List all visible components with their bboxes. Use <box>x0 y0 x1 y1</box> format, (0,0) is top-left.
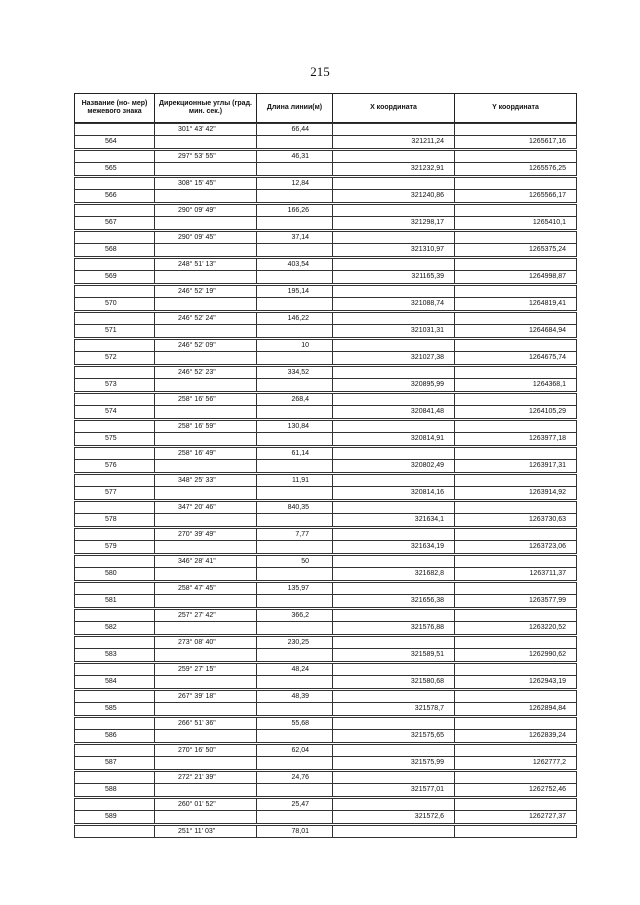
angle-cell-empty <box>154 568 257 581</box>
length-cell-empty <box>256 730 333 743</box>
y-cell-empty <box>454 204 577 217</box>
x-coordinate: 321578,7 <box>332 703 455 716</box>
mark-number: 587 <box>74 757 155 770</box>
length-cell: 37,14 <box>256 231 333 244</box>
y-coordinate: 1265375,24 <box>454 244 577 257</box>
angle-cell: 246° 52' 24" <box>154 312 257 325</box>
length-cell-empty <box>256 136 333 149</box>
length-cell: 166,26 <box>256 204 333 217</box>
x-cell-empty <box>332 150 455 163</box>
x-cell-empty <box>332 555 455 568</box>
y-coordinate: 1265410,1 <box>454 217 577 230</box>
mark-number: 588 <box>74 784 155 797</box>
table-row <box>74 609 577 636</box>
angle-cell-empty <box>154 541 257 554</box>
mark-number: 586 <box>74 730 155 743</box>
length-cell: 11,91 <box>256 474 333 487</box>
angle-cell-empty <box>154 757 257 770</box>
x-cell-empty <box>332 798 455 811</box>
table-row <box>74 474 577 501</box>
mark-cell-empty <box>74 717 155 730</box>
table-row <box>74 150 577 177</box>
angle-cell: 290° 09' 45" <box>154 231 257 244</box>
table-row <box>74 663 577 690</box>
length-cell-empty <box>256 460 333 473</box>
length-cell-empty <box>256 244 333 257</box>
y-cell-empty <box>454 528 577 541</box>
y-coordinate: 1262727,37 <box>454 811 577 824</box>
y-coordinate: 1263723,06 <box>454 541 577 554</box>
angle-cell: 308° 15' 45" <box>154 177 257 190</box>
angle-cell-empty <box>154 730 257 743</box>
angle-cell: 290° 09' 49" <box>154 204 257 217</box>
length-cell-empty <box>256 487 333 500</box>
y-cell-empty <box>454 339 577 352</box>
x-coordinate: 321027,38 <box>332 352 455 365</box>
x-coordinate: 321575,99 <box>332 757 455 770</box>
mark-number: 584 <box>74 676 155 689</box>
y-coordinate: 1263577,99 <box>454 595 577 608</box>
mark-cell-empty <box>74 636 155 649</box>
length-cell-empty <box>256 163 333 176</box>
x-cell-empty <box>332 663 455 676</box>
mark-number: 572 <box>74 352 155 365</box>
y-cell-empty <box>454 231 577 244</box>
y-cell-empty <box>454 393 577 406</box>
length-cell-empty <box>256 676 333 689</box>
y-coordinate: 1265566,17 <box>454 190 577 203</box>
mark-number: 581 <box>74 595 155 608</box>
length-cell-empty <box>256 190 333 203</box>
angle-cell: 246° 52' 23" <box>154 366 257 379</box>
angle-cell-empty <box>154 703 257 716</box>
x-coordinate: 320802,49 <box>332 460 455 473</box>
table-row <box>74 204 577 231</box>
mark-number: 589 <box>74 811 155 824</box>
y-coordinate: 1264819,41 <box>454 298 577 311</box>
angle-cell: 258° 16' 56" <box>154 393 257 406</box>
mark-cell-empty <box>74 150 155 163</box>
x-cell-empty <box>332 204 455 217</box>
angle-cell: 267° 39' 18" <box>154 690 257 703</box>
table-row <box>74 123 577 150</box>
x-coordinate: 321165,39 <box>332 271 455 284</box>
y-cell-empty <box>454 582 577 595</box>
mark-number: 566 <box>74 190 155 203</box>
angle-cell-empty <box>154 379 257 392</box>
length-cell: 268,4 <box>256 393 333 406</box>
length-cell: 7,77 <box>256 528 333 541</box>
y-coordinate: 1264105,29 <box>454 406 577 419</box>
y-cell-empty <box>454 420 577 433</box>
length-cell-empty <box>256 541 333 554</box>
x-coordinate: 321298,17 <box>332 217 455 230</box>
length-cell: 66,44 <box>256 123 333 136</box>
y-coordinate: 1263711,37 <box>454 568 577 581</box>
angle-cell-empty <box>154 217 257 230</box>
mark-number: 578 <box>74 514 155 527</box>
y-cell-empty <box>454 771 577 784</box>
angle-cell-empty <box>154 163 257 176</box>
length-cell: 24,76 <box>256 771 333 784</box>
mark-cell-empty <box>74 609 155 622</box>
y-coordinate: 1263917,31 <box>454 460 577 473</box>
x-coordinate: 321580,68 <box>332 676 455 689</box>
mark-number: 571 <box>74 325 155 338</box>
x-cell-empty <box>332 609 455 622</box>
mark-number: 580 <box>74 568 155 581</box>
angle-cell: 270° 16' 50" <box>154 744 257 757</box>
length-cell: 130,84 <box>256 420 333 433</box>
angle-cell: 297° 53' 55" <box>154 150 257 163</box>
mark-number: 582 <box>74 622 155 635</box>
mark-number: 570 <box>74 298 155 311</box>
length-cell-empty <box>256 406 333 419</box>
angle-cell: 260° 01' 52" <box>154 798 257 811</box>
mark-cell-empty <box>74 366 155 379</box>
y-coordinate: 1264684,94 <box>454 325 577 338</box>
x-cell-empty <box>332 771 455 784</box>
x-cell-empty <box>332 339 455 352</box>
table-row <box>74 501 577 528</box>
x-coordinate: 320814,16 <box>332 487 455 500</box>
x-cell-empty <box>332 636 455 649</box>
mark-cell-empty <box>74 258 155 271</box>
table-row <box>74 528 577 555</box>
y-coordinate: 1262839,24 <box>454 730 577 743</box>
length-cell-empty <box>256 433 333 446</box>
angle-cell-empty <box>154 514 257 527</box>
y-coordinate: 1262943,19 <box>454 676 577 689</box>
table-row <box>74 555 577 582</box>
mark-number: 573 <box>74 379 155 392</box>
angle-cell-empty <box>154 595 257 608</box>
length-cell: 334,52 <box>256 366 333 379</box>
angle-cell: 259° 27' 15" <box>154 663 257 676</box>
length-cell: 10 <box>256 339 333 352</box>
x-coordinate: 321572,6 <box>332 811 455 824</box>
angle-cell-empty <box>154 352 257 365</box>
y-coordinate: 1262990,62 <box>454 649 577 662</box>
table-row <box>74 177 577 204</box>
x-coordinate: 321576,88 <box>332 622 455 635</box>
x-cell-empty <box>332 231 455 244</box>
x-coordinate: 320814,91 <box>332 433 455 446</box>
mark-cell-empty <box>74 177 155 190</box>
x-cell-empty <box>332 285 455 298</box>
x-cell-empty <box>332 123 455 136</box>
x-coordinate: 321310,97 <box>332 244 455 257</box>
length-cell-empty <box>256 352 333 365</box>
mark-number: 577 <box>74 487 155 500</box>
mark-cell-empty <box>74 582 155 595</box>
length-cell: 50 <box>256 555 333 568</box>
mark-number: 575 <box>74 433 155 446</box>
y-coordinate: 1264675,74 <box>454 352 577 365</box>
angle-cell: 266° 51' 36" <box>154 717 257 730</box>
table-row <box>74 636 577 663</box>
angle-cell: 346° 28' 41" <box>154 555 257 568</box>
x-cell-empty <box>332 447 455 460</box>
angle-cell: 301° 43' 42" <box>154 123 257 136</box>
x-coordinate: 321682,8 <box>332 568 455 581</box>
length-cell: 403,54 <box>256 258 333 271</box>
length-cell: 146,22 <box>256 312 333 325</box>
y-coordinate: 1263977,18 <box>454 433 577 446</box>
mark-cell-empty <box>74 312 155 325</box>
mark-number: 576 <box>74 460 155 473</box>
mark-cell-empty <box>74 690 155 703</box>
table-row <box>74 771 577 798</box>
angle-cell-empty <box>154 676 257 689</box>
mark-cell-empty <box>74 528 155 541</box>
y-cell-empty <box>454 447 577 460</box>
angle-cell: 348° 25' 33" <box>154 474 257 487</box>
table-row <box>74 339 577 366</box>
length-cell-empty <box>256 649 333 662</box>
angle-cell: 248° 51' 13" <box>154 258 257 271</box>
x-cell-empty <box>332 366 455 379</box>
y-coordinate: 1263730,63 <box>454 514 577 527</box>
table-row <box>74 582 577 609</box>
x-cell-empty <box>332 744 455 757</box>
table-row <box>74 231 577 258</box>
length-cell-empty <box>256 784 333 797</box>
mark-cell-empty <box>74 744 155 757</box>
x-cell-empty <box>332 582 455 595</box>
length-cell-empty <box>256 811 333 824</box>
header-name: Название (но- мер) межевого знака <box>74 93 155 123</box>
length-cell-empty <box>256 271 333 284</box>
y-cell-empty <box>454 744 577 757</box>
angle-cell-empty <box>154 811 257 824</box>
length-cell: 135,97 <box>256 582 333 595</box>
length-cell: 230,25 <box>256 636 333 649</box>
y-cell-empty <box>454 366 577 379</box>
x-cell-empty <box>332 474 455 487</box>
angle-cell: 270° 39' 49" <box>154 528 257 541</box>
header-length: Длина линии(м) <box>256 93 333 123</box>
x-cell-empty <box>332 420 455 433</box>
table-row <box>74 744 577 771</box>
x-cell-empty <box>332 177 455 190</box>
y-cell-empty <box>454 501 577 514</box>
table-row <box>74 312 577 339</box>
x-coordinate: 321088,74 <box>332 298 455 311</box>
y-coordinate: 1265576,25 <box>454 163 577 176</box>
angle-cell-empty <box>154 190 257 203</box>
y-cell-empty <box>454 636 577 649</box>
y-coordinate: 1264368,1 <box>454 379 577 392</box>
length-cell: 840,35 <box>256 501 333 514</box>
length-cell: 61,14 <box>256 447 333 460</box>
mark-number: 574 <box>74 406 155 419</box>
y-cell-empty <box>454 825 577 838</box>
table-row <box>74 447 577 474</box>
y-cell-empty <box>454 690 577 703</box>
mark-cell-empty <box>74 420 155 433</box>
mark-cell-empty <box>74 474 155 487</box>
angle-cell-empty <box>154 433 257 446</box>
y-cell-empty <box>454 150 577 163</box>
x-cell-empty <box>332 528 455 541</box>
mark-cell-empty <box>74 123 155 136</box>
mark-cell-empty <box>74 663 155 676</box>
x-cell-empty <box>332 258 455 271</box>
angle-cell: 273° 08' 40" <box>154 636 257 649</box>
mark-number: 568 <box>74 244 155 257</box>
length-cell-empty <box>256 379 333 392</box>
angle-cell: 258° 16' 49" <box>154 447 257 460</box>
y-cell-empty <box>454 123 577 136</box>
y-cell-empty <box>454 609 577 622</box>
y-coordinate: 1263914,92 <box>454 487 577 500</box>
y-cell-empty <box>454 258 577 271</box>
mark-number: 585 <box>74 703 155 716</box>
y-cell-empty <box>454 555 577 568</box>
header-x: X координата <box>332 93 455 123</box>
angle-cell-empty <box>154 649 257 662</box>
length-cell: 62,04 <box>256 744 333 757</box>
y-coordinate: 1264998,87 <box>454 271 577 284</box>
length-cell-empty <box>256 325 333 338</box>
y-cell-empty <box>454 798 577 811</box>
length-cell-empty <box>256 568 333 581</box>
x-coordinate: 321575,65 <box>332 730 455 743</box>
x-coordinate: 321232,91 <box>332 163 455 176</box>
y-cell-empty <box>454 177 577 190</box>
y-cell-empty <box>454 474 577 487</box>
angle-cell-empty <box>154 298 257 311</box>
y-coordinate: 1262752,46 <box>454 784 577 797</box>
angle-cell: 246° 52' 19" <box>154 285 257 298</box>
angle-cell-empty <box>154 136 257 149</box>
y-coordinate: 1265617,16 <box>454 136 577 149</box>
header-angles: Дирекционные углы (град. мин. сек.) <box>154 93 257 123</box>
x-coordinate: 320895,99 <box>332 379 455 392</box>
y-cell-empty <box>454 312 577 325</box>
angle-cell-empty <box>154 244 257 257</box>
x-coordinate: 321031,31 <box>332 325 455 338</box>
mark-cell-empty <box>74 231 155 244</box>
table-row <box>74 690 577 717</box>
table-row <box>74 825 577 838</box>
mark-cell-empty <box>74 393 155 406</box>
mark-cell-empty <box>74 555 155 568</box>
mark-cell-empty <box>74 285 155 298</box>
angle-cell: 251° 11' 03" <box>154 825 257 838</box>
table-row <box>74 258 577 285</box>
angle-cell: 246° 52' 09" <box>154 339 257 352</box>
page-number: 215 <box>310 64 330 79</box>
x-coordinate: 320841,48 <box>332 406 455 419</box>
x-cell-empty <box>332 312 455 325</box>
table-row <box>74 717 577 744</box>
x-coordinate: 321589,51 <box>332 649 455 662</box>
length-cell-empty <box>256 298 333 311</box>
mark-cell-empty <box>74 204 155 217</box>
length-cell-empty <box>256 217 333 230</box>
length-cell-empty <box>256 595 333 608</box>
mark-number: 579 <box>74 541 155 554</box>
x-coordinate: 321577,01 <box>332 784 455 797</box>
table-row <box>74 393 577 420</box>
angle-cell: 272° 21' 39" <box>154 771 257 784</box>
angle-cell-empty <box>154 487 257 500</box>
y-coordinate: 1262777,2 <box>454 757 577 770</box>
y-cell-empty <box>454 663 577 676</box>
y-coordinate: 1262894,84 <box>454 703 577 716</box>
length-cell: 55,68 <box>256 717 333 730</box>
length-cell: 195,14 <box>256 285 333 298</box>
angle-cell-empty <box>154 622 257 635</box>
length-cell: 78,01 <box>256 825 333 838</box>
mark-cell-empty <box>74 825 155 838</box>
table-row <box>74 285 577 312</box>
x-cell-empty <box>332 825 455 838</box>
length-cell: 25,47 <box>256 798 333 811</box>
angle-cell-empty <box>154 406 257 419</box>
length-cell: 366,2 <box>256 609 333 622</box>
mark-number: 583 <box>74 649 155 662</box>
table-row <box>74 798 577 825</box>
header-y: Y координата <box>454 93 577 123</box>
angle-cell: 347° 20' 46" <box>154 501 257 514</box>
angle-cell-empty <box>154 784 257 797</box>
x-cell-empty <box>332 393 455 406</box>
angle-cell-empty <box>154 271 257 284</box>
angle-cell: 258° 47' 45" <box>154 582 257 595</box>
x-coordinate: 321656,38 <box>332 595 455 608</box>
mark-number: 569 <box>74 271 155 284</box>
y-cell-empty <box>454 717 577 730</box>
x-cell-empty <box>332 501 455 514</box>
angle-cell-empty <box>154 460 257 473</box>
angle-cell-empty <box>154 325 257 338</box>
angle-cell: 257° 27' 42" <box>154 609 257 622</box>
length-cell: 12,84 <box>256 177 333 190</box>
length-cell-empty <box>256 703 333 716</box>
mark-cell-empty <box>74 798 155 811</box>
table-row <box>74 420 577 447</box>
table-row <box>74 366 577 393</box>
x-coordinate: 321211,24 <box>332 136 455 149</box>
x-cell-empty <box>332 717 455 730</box>
x-coordinate: 321634,19 <box>332 541 455 554</box>
mark-number: 564 <box>74 136 155 149</box>
x-coordinate: 321240,86 <box>332 190 455 203</box>
mark-cell-empty <box>74 501 155 514</box>
y-coordinate: 1263220,52 <box>454 622 577 635</box>
length-cell-empty <box>256 622 333 635</box>
mark-cell-empty <box>74 339 155 352</box>
x-cell-empty <box>332 690 455 703</box>
x-coordinate: 321634,1 <box>332 514 455 527</box>
length-cell: 46,31 <box>256 150 333 163</box>
length-cell: 48,24 <box>256 663 333 676</box>
y-cell-empty <box>454 285 577 298</box>
mark-cell-empty <box>74 771 155 784</box>
angle-cell: 258° 16' 59" <box>154 420 257 433</box>
mark-number: 567 <box>74 217 155 230</box>
mark-number: 565 <box>74 163 155 176</box>
mark-cell-empty <box>74 447 155 460</box>
length-cell-empty <box>256 514 333 527</box>
length-cell: 48,39 <box>256 690 333 703</box>
length-cell-empty <box>256 757 333 770</box>
